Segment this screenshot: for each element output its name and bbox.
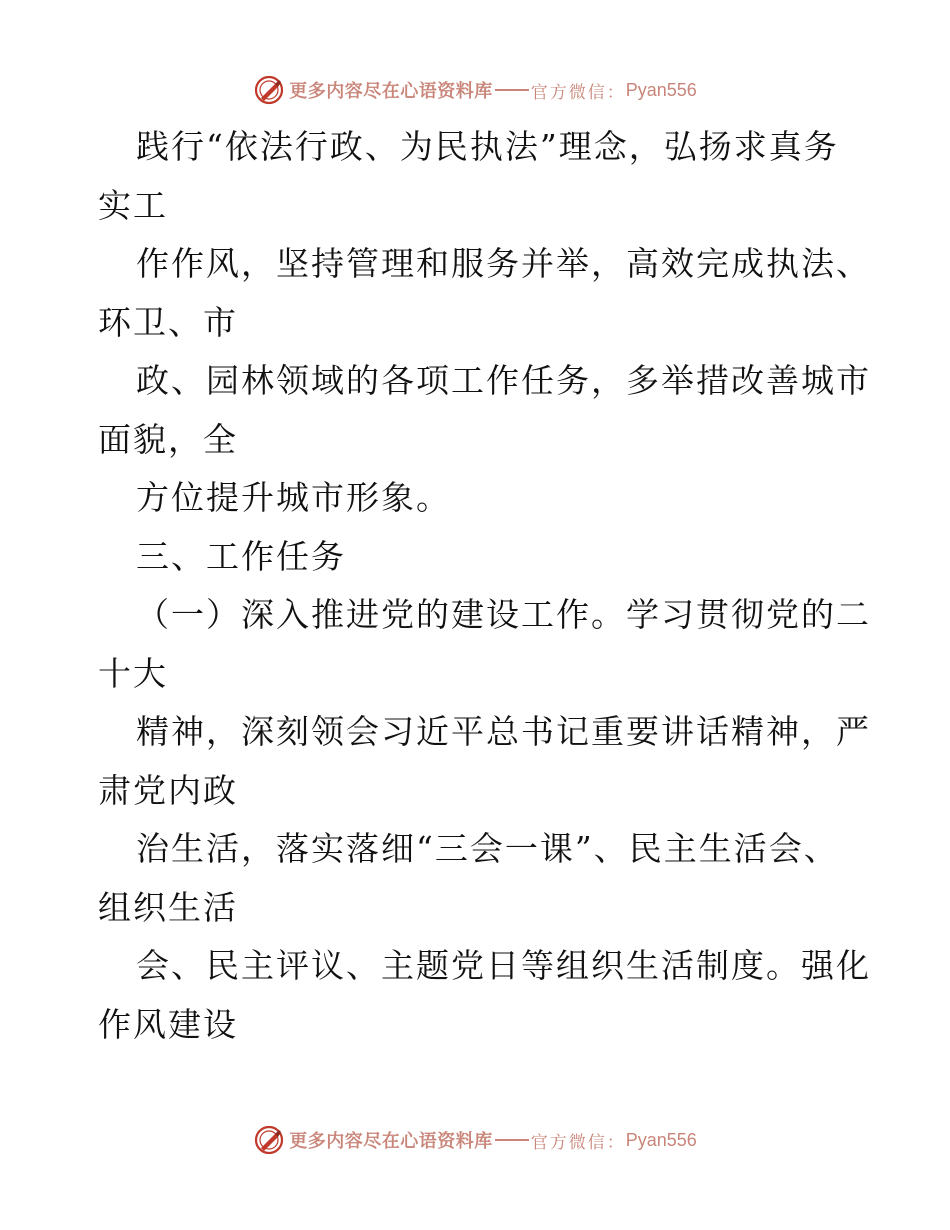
text-line: 作作风，坚持管理和服务并举，高效完成执法、 xyxy=(136,244,871,283)
text-line: 践行“依法行政、为民执法”理念，弘扬求真务 xyxy=(136,127,839,166)
page-header-watermark xyxy=(0,70,950,110)
wechat-label: 官方微信： xyxy=(530,82,626,103)
text-line: 面貌，全 xyxy=(98,419,238,459)
pen-logo-icon xyxy=(253,1124,285,1156)
page-footer-watermark xyxy=(0,1120,950,1160)
text-line: （一）深入推进党的建设工作。学习贯彻党的二 xyxy=(136,595,871,634)
text-line: 方位提升城市形象。 xyxy=(136,478,451,517)
text-line: 治生活，落实落细“三会一课”、民主生活会、 xyxy=(136,829,839,868)
document-body xyxy=(98,118,871,1054)
pen-logo-icon xyxy=(253,74,285,106)
text-line: 十大 xyxy=(98,653,168,693)
text-line: 精神，深刻领会习近平总书记重要讲话精神，严 xyxy=(136,712,871,751)
section-heading: 三、工作任务 xyxy=(136,536,346,576)
text-line: 肃党内政 xyxy=(98,770,238,810)
brand-text: 更多内容尽在心语资料库 xyxy=(289,1131,493,1152)
text-line: 组织生活 xyxy=(98,887,238,927)
text-line: 作风建设 xyxy=(98,1004,238,1044)
brand-dash xyxy=(495,1139,529,1141)
text-line: 会、民主评议、主题党日等组织生活制度。强化 xyxy=(136,946,871,985)
brand-text: 更多内容尽在心语资料库 xyxy=(289,81,493,102)
wechat-id: Pyan556 xyxy=(625,1129,697,1150)
text-line: 环卫、市 xyxy=(98,302,238,342)
brand-dash xyxy=(495,89,529,91)
text-line: 实工 xyxy=(98,185,168,225)
wechat-id: Pyan556 xyxy=(625,79,697,100)
wechat-label: 官方微信： xyxy=(530,1132,626,1153)
text-line: 政、园林领域的各项工作任务，多举措改善城市 xyxy=(136,361,871,400)
